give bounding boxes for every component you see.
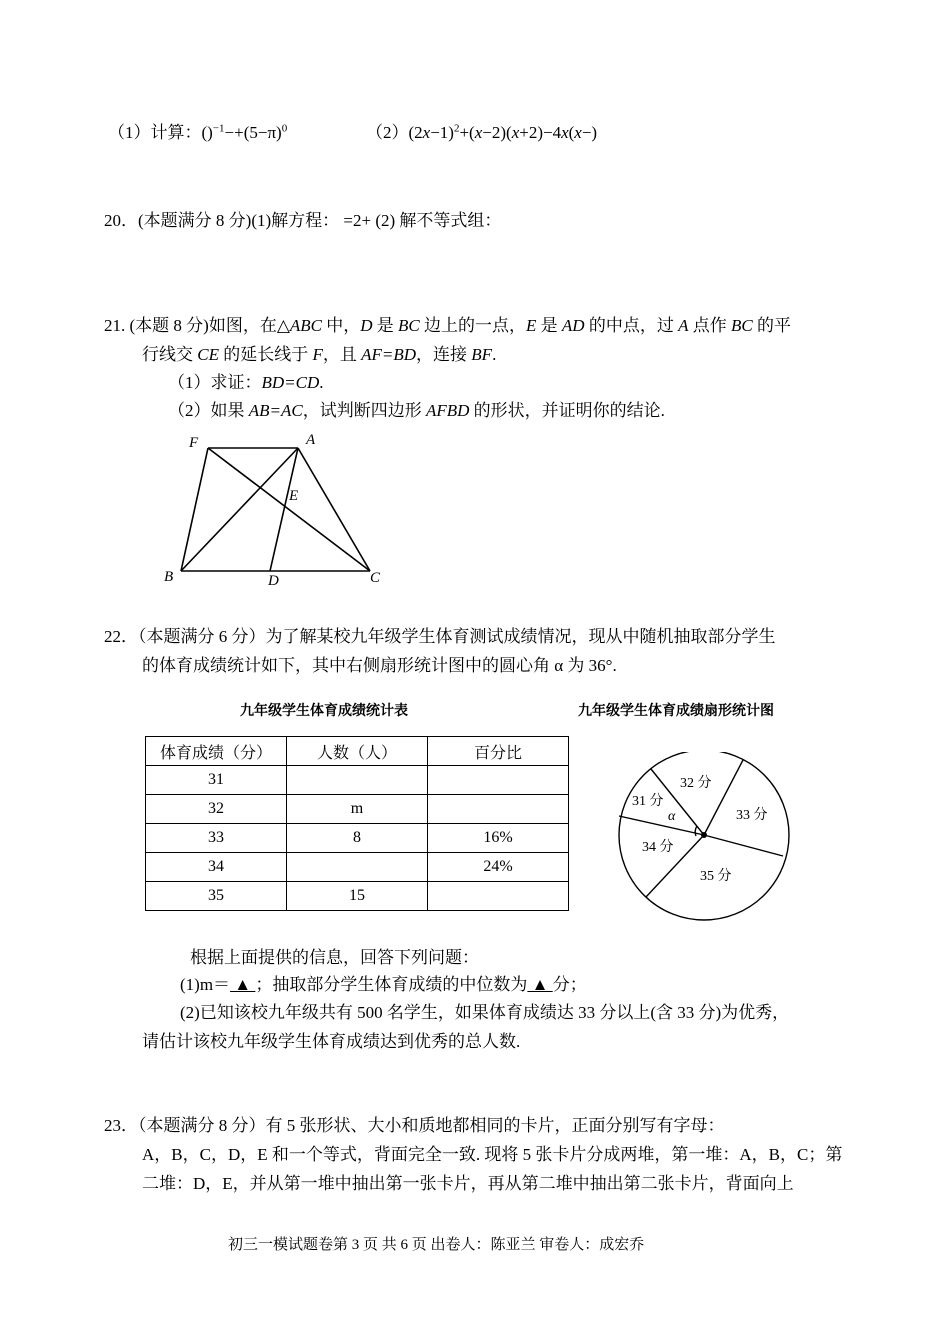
table-cell: [287, 853, 428, 882]
table-cell: 24%: [428, 853, 569, 882]
table-cell: 33: [146, 824, 287, 853]
segment-ac: [298, 448, 370, 571]
q23-line2: A，B，C，D，E 和一个等式，背面完全一致. 现将 5 张卡片分成两堆，第一堆：A，B，C；第: [142, 1145, 843, 1164]
table-cell: 34: [146, 853, 287, 882]
q19-part2: $(2)(2x-1)^2+(x-2)(x+2)-4x(x-)$: [366, 122, 598, 142]
label-b: B: [164, 569, 174, 585]
pie-label-32: 32 分: [680, 776, 712, 791]
alpha-arc: [695, 826, 697, 836]
q22-line1: 22．（本题满分 6 分）为了解某校九年级学生体育测试成绩情况，现从中随机抽取部分学生: [104, 627, 776, 646]
q20-text: 20．(本题满分 8 分)(1)解方程： =2+ (2) 解不等式组：: [104, 211, 502, 230]
table-row: [146, 795, 569, 824]
pie-chart: [608, 752, 804, 932]
segment-ad: [270, 448, 298, 571]
q23-line1: 23．（本题满分 8 分）有 5 张形状、大小和质地都相同的卡片，正面分别写有字母：: [104, 1116, 725, 1135]
segment-fc: [208, 448, 370, 571]
table-row: [146, 882, 569, 911]
answer-blank-m: ▲: [230, 975, 256, 994]
q22-line2: 的体育成绩统计如下，其中右侧扇形统计图中的圆心角 α 为 36°.: [142, 656, 617, 675]
table-header-row: [146, 737, 569, 766]
segment-ab: [181, 448, 298, 571]
pie-title: 九年级学生体育成绩扇形统计图: [578, 702, 774, 718]
table-cell: [428, 795, 569, 824]
alpha-label: α: [668, 809, 676, 824]
label-a: A: [306, 432, 316, 448]
answer-blank-median: ▲: [527, 975, 553, 994]
page-footer: 初三一模试题卷第 3 页 共 6 页 出卷人：陈亚兰 审卷人：成宏乔: [228, 1237, 645, 1253]
table-cell: [428, 882, 569, 911]
pie-center: [701, 832, 707, 838]
table-cell: 31: [146, 766, 287, 795]
pie-label-35: 35 分: [700, 869, 732, 884]
q19-part1: （1）计算：$()^{-1}-+(5-\pi)^0$: [108, 122, 288, 142]
q23-line3: 二堆：D，E，并从第一堆中抽出第一张卡片，再从第二堆中抽出第二张卡片，背面向上: [142, 1174, 794, 1193]
header-percent: 百分比: [428, 737, 569, 766]
header-count: 人数（人）: [287, 737, 428, 766]
q21-part1: （1）求证：BD=CD.: [168, 373, 324, 392]
q22-sub1: (1)m＝ ▲ ；抽取部分学生体育成绩的中位数为 ▲ 分；: [180, 975, 587, 994]
label-e: E: [289, 488, 299, 504]
pie-divider: [704, 760, 743, 835]
pie-divider: [704, 835, 783, 856]
header-score: 体育成绩（分）: [146, 737, 287, 766]
label-c: C: [370, 570, 381, 586]
label-d: D: [268, 573, 279, 589]
table-cell: 16%: [428, 824, 569, 853]
table-cell: 35: [146, 882, 287, 911]
table-row: [146, 853, 569, 882]
table-cell: 15: [287, 882, 428, 911]
table-row: [146, 824, 569, 853]
q21-line1: 21. (本题 8 分)如图，在△ABC 中，D 是 BC 边上的一点，E 是 AD 的中点，过 A 点作 BC 的平: [104, 316, 791, 335]
table-cell: [287, 766, 428, 795]
pie-label-34: 34 分: [642, 840, 674, 855]
table-row: [146, 766, 569, 795]
table-title: 九年级学生体育成绩统计表: [240, 702, 408, 718]
table-cell: m: [287, 795, 428, 824]
q21-figure: [150, 425, 400, 595]
q21-part2: （2）如果 AB=AC，试判断四边形 AFBD 的形状，并证明你的结论.: [168, 401, 665, 420]
q22-sub2-line1: (2)已知该校九年级共有 500 名学生，如果体育成绩达 33 分以上(含 33 分)为优秀，: [180, 1003, 790, 1022]
table-cell: [428, 766, 569, 795]
segment-fb: [181, 448, 208, 571]
pie-label-33: 33 分: [736, 808, 768, 823]
table-cell: 32: [146, 795, 287, 824]
label-f: F: [189, 435, 199, 451]
q22-sub2-line2: 请估计该校九年级学生体育成绩达到优秀的总人数.: [142, 1032, 521, 1051]
q22-intro: 根据上面提供的信息，回答下列问题：: [190, 948, 479, 967]
table-cell: 8: [287, 824, 428, 853]
pie-label-31: 31 分: [632, 794, 664, 809]
q21-line2: 行线交 CE 的延长线于 F，且 AF=BD，连接 BF.: [142, 345, 497, 364]
stats-table: [145, 736, 569, 911]
